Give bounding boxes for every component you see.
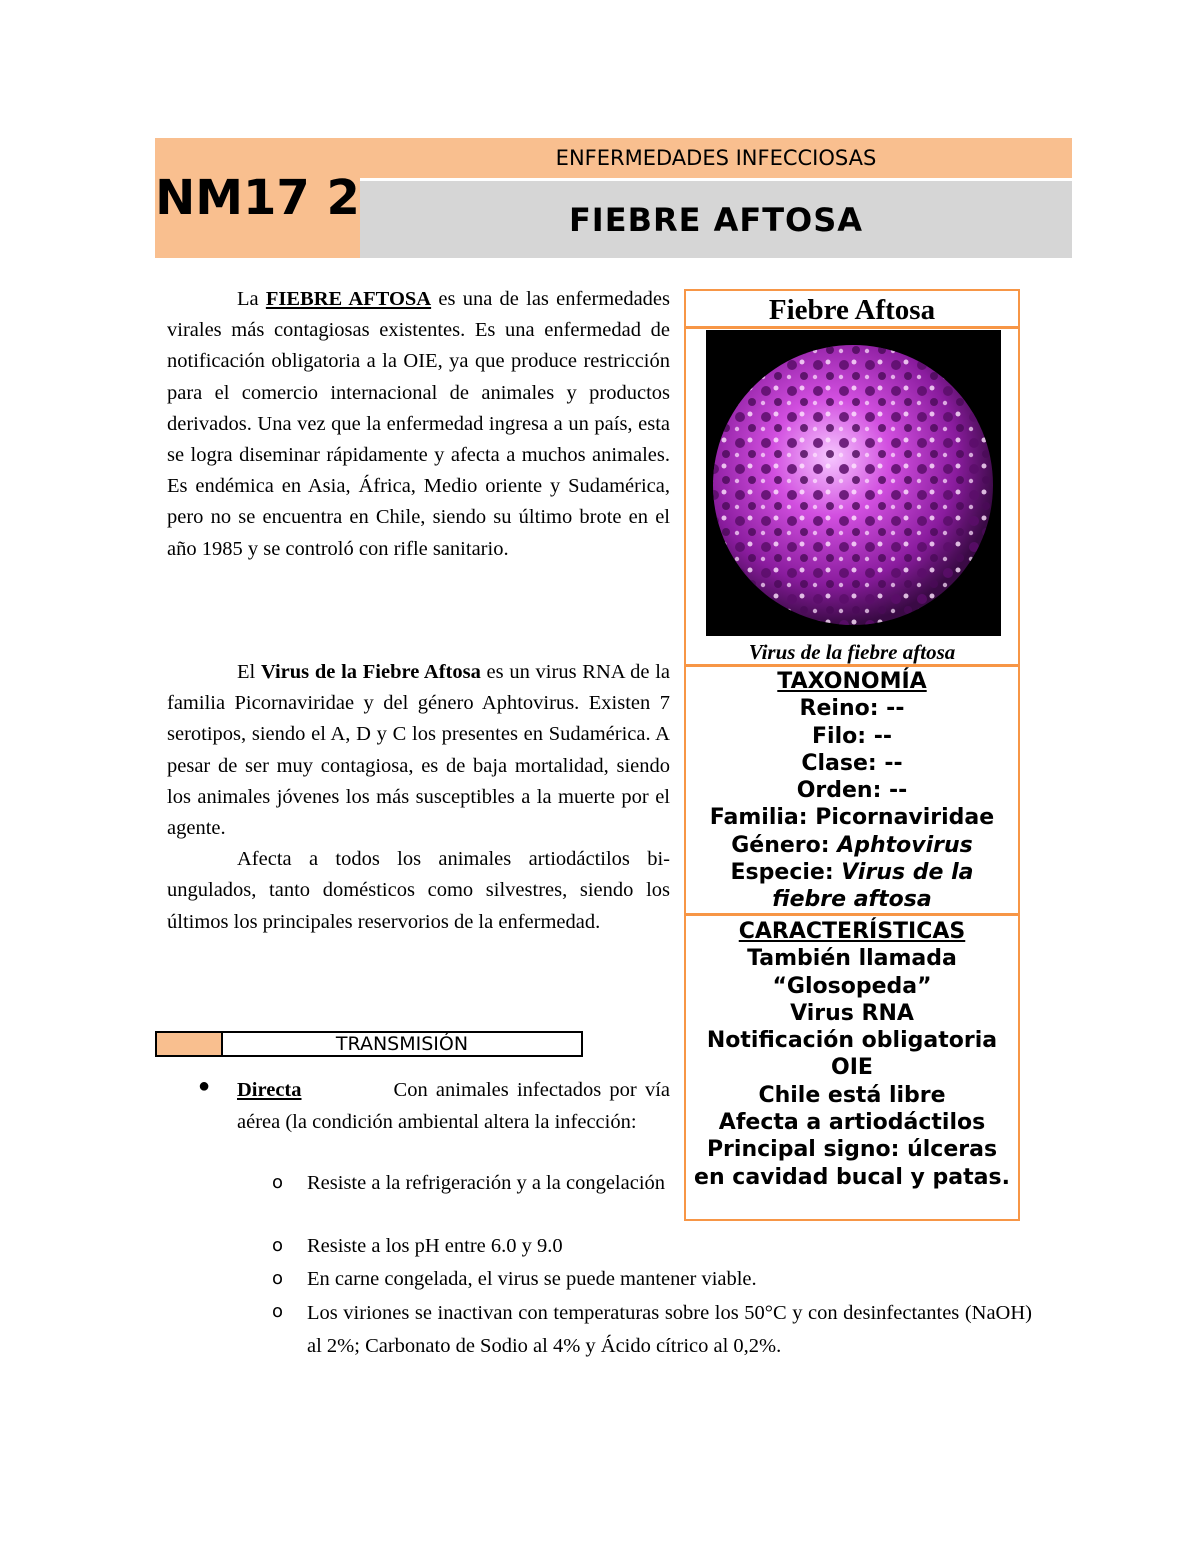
feature-item: Chile está libre bbox=[758, 1082, 946, 1108]
intro-p1-start: La bbox=[237, 288, 266, 310]
intro-p2-start: El bbox=[237, 661, 261, 683]
taxonomy-orden: Orden: -- bbox=[796, 778, 908, 804]
bullet-icon: ● bbox=[198, 1075, 211, 1097]
feature-item: Notificación obligatoria OIE bbox=[706, 1028, 998, 1081]
virus-image bbox=[706, 330, 1001, 636]
taxonomy-familia: Familia: Picornaviridae bbox=[709, 805, 995, 831]
feature-item: Afecta a artiodáctilos bbox=[718, 1110, 986, 1136]
sub-bullet-icon: o bbox=[272, 1268, 284, 1289]
especie-label: Especie: bbox=[730, 860, 842, 886]
feature-item: También llamada “Glosopeda” bbox=[747, 946, 957, 999]
intro-p1-term: FIEBRE AFTOSA bbox=[265, 288, 432, 310]
sub-bullet-icon: o bbox=[272, 1235, 284, 1256]
especie-value: Virus de la fiebre aftosa bbox=[772, 860, 974, 913]
page-title: FIEBRE AFTOSA bbox=[360, 181, 1072, 258]
intro-paragraph-2 bbox=[167, 657, 670, 938]
bullet-text-rest: vía aérea (la condición ambiental altera la infección: bbox=[237, 1079, 671, 1133]
taxonomy-reino: Reino: -- bbox=[799, 696, 905, 722]
taxonomy-genero bbox=[686, 832, 1018, 859]
course-code: NM17 2 bbox=[155, 170, 360, 226]
taxonomy-clase: Clase: -- bbox=[801, 750, 903, 776]
intro-p1-rest: es una de las enfermedades virales más contagiosas existentes. Es una enfermedad de notificación obligatoria a la OIE, ya que produce restricción para el comercio internacional de animales y productos derivados. Una vez que la enfermedad ingresa a un país, esta se logra diseminar rápidamente y afecta a muchos animales. Es endémica en Asia, África, Medio oriente y Sudamérica, pero no se encuentra en Chile, siendo su último brote en el año 1985 y se controló con rifle sanitario. bbox=[167, 288, 670, 560]
intro-p2-term: Virus de la Fiebre Aftosa bbox=[260, 661, 481, 683]
feature-item: Principal signo: úlceras en cavidad bucal y patas. bbox=[694, 1137, 1010, 1190]
image-caption: Virus de la fiebre aftosa bbox=[748, 640, 956, 664]
sub-bullet-icon: o bbox=[272, 1301, 284, 1322]
genero-value: Aphtovirus bbox=[837, 832, 973, 858]
features-header: CARACTERÍSTICAS bbox=[738, 919, 966, 944]
sidebar-title: Fiebre Aftosa bbox=[768, 293, 936, 326]
taxonomy-filo: Filo: -- bbox=[812, 723, 892, 749]
taxonomy-especie bbox=[686, 859, 1018, 914]
list-item-directa bbox=[237, 1075, 670, 1138]
sub-item-2: Resiste a los pH entre 6.0 y 9.0 bbox=[307, 1235, 563, 1257]
taxonomy-header: TAXONOMÍA bbox=[777, 669, 927, 694]
sub-item-3: En carne congelada, el virus se puede mantener viable. bbox=[307, 1268, 757, 1290]
taxonomy-block bbox=[686, 668, 1018, 914]
sub-item-4: Los viriones se inactivan con temperaturas sobre los 50°C y con desinfectantes (NaOH) al 2%; Carbonato de Sodio al 4% y Ácido cítrico al 0,2%. bbox=[307, 1302, 1032, 1357]
intro-p2-rest: es un virus RNA de la familia Picornaviridae y del género Aphtovirus. Existen 7 serotipos, siendo el A, D y C los presentes en Sudamérica. A pesar de ser muy contagiosa, es de baja mortalidad, siendo los animales jóvenes los más susceptibles a la muerte por el agente. bbox=[167, 661, 671, 840]
sub-item-1: Resiste a la refrigeración y a la congelación bbox=[307, 1172, 666, 1194]
sub-bullet-icon: o bbox=[272, 1172, 284, 1193]
features-block bbox=[686, 918, 1018, 1191]
category-banner: ENFERMEDADES INFECCIOSAS bbox=[360, 138, 1072, 178]
feature-item: Virus RNA bbox=[790, 1000, 914, 1026]
section-marker bbox=[155, 1031, 221, 1057]
bullet-text-first: Con animales infectados por bbox=[393, 1079, 637, 1101]
intro-paragraph-3: Afecta a todos los animales artiodáctilos bi-ungulados, tanto domésticos como silvestres, siendo los últimos los principales reservorios de la enfermedad. bbox=[167, 848, 670, 933]
bullet-term: Directa bbox=[237, 1079, 302, 1101]
section-title-transmision: TRANSMISIÓN bbox=[221, 1031, 583, 1057]
genero-label: Género: bbox=[731, 832, 838, 858]
intro-paragraph-1 bbox=[167, 284, 670, 565]
